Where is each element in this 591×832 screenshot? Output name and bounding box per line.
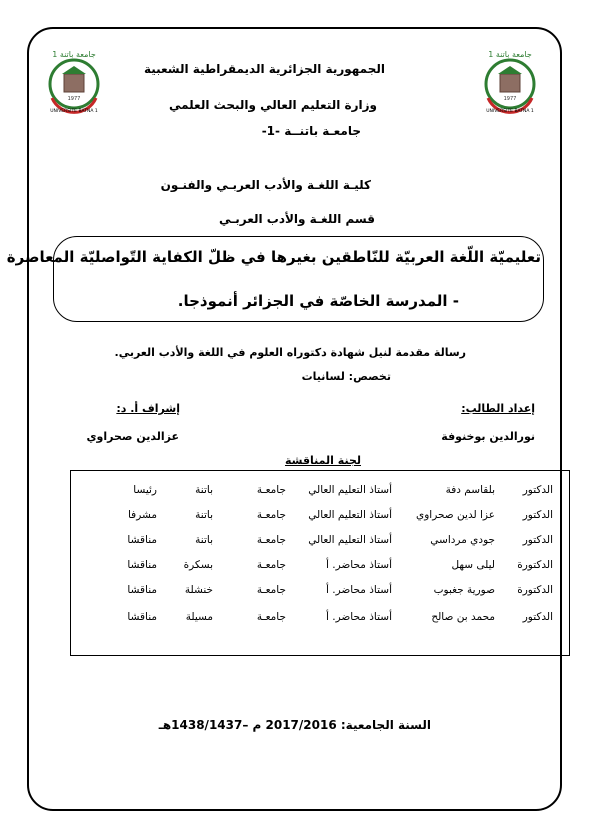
logo-latin-text: UNIVERSITE BATNA 1 [50,109,98,114]
member-university: جامعـة [256,559,286,571]
member-name: بلقاسم دفة [445,484,495,496]
university-emblem-icon [476,48,544,116]
specialization: تخصص: لسانيات [301,370,391,383]
member-title: الدكتور [522,484,553,496]
member-role: مناقشا [127,611,157,623]
member-title: الدكتورة [517,559,553,571]
thesis-title-line2: - المدرسة الخاصّة في الجزائر أنموذجا. [177,292,459,310]
member-role: مناقشا [127,559,157,571]
university-emblem-icon [40,48,108,116]
university-heading: جامعـة باتنــة -1- [261,124,361,138]
committee-row [0,559,591,577]
member-role: مشرفا [127,509,157,521]
member-rank: أستاذ التعليم العالي [308,509,392,521]
committee-row [0,534,591,552]
member-title: الدكتورة [517,584,553,596]
member-city: باتنة [195,534,213,546]
member-role: مناقشا [127,584,157,596]
member-rank: أستاذ محاضر. أ [326,559,392,571]
member-university: جامعـة [256,611,286,623]
member-role: رئيسا [133,484,157,496]
member-university: جامعـة [256,534,286,546]
committee-row [0,509,591,527]
logo-year: 1977 [503,96,517,102]
member-university: جامعـة [256,584,286,596]
member-name: عزا لدين صحراوي [416,509,495,521]
university-logo-left [40,48,108,116]
member-rank: أستاذ محاضر. أ [326,584,392,596]
supervisor-name: عزالدين صحراوي [86,430,179,443]
supervisor-label: إشراف أ. د: [116,402,180,415]
member-name: ليلى سهل [451,559,495,571]
member-title: الدكتور [522,611,553,623]
member-name: صورية جغبوب [433,584,495,596]
academic-year: السنة الجامعية: 2017/2016 م –1438/1437هـ [158,718,431,732]
member-rank: أستاذ التعليم العالي [308,534,392,546]
student-name: نورالدين بوخنوفة [441,430,535,443]
faculty-name: كليـة اللغـة والأدب العربـي والفنـون [160,178,371,192]
university-logo-right [476,48,544,116]
member-title: الدكتور [522,534,553,546]
thesis-statement: رسالة مقدمة لنيل شهادة دكتوراه العلوم في اللغة والأدب العربي. [114,346,466,359]
member-university: جامعـة [256,484,286,496]
ministry-heading: وزارة التعليم العالي والبحث العلمي [168,98,377,112]
member-title: الدكتور [522,509,553,521]
member-rank: أستاذ محاضر. أ [326,611,392,623]
member-city: بسكرة [183,559,213,571]
committee-row [0,584,591,602]
member-name: جودي مرداسي [430,534,495,546]
member-role: مناقشا [127,534,157,546]
member-city: باتنة [195,484,213,496]
republic-heading: الجمهورية الجزائرية الديمقراطية الشعبية [143,62,385,76]
member-city: مسيلة [185,611,213,623]
prepared-by-label: إعداد الطالب: [461,402,535,415]
member-rank: أستاذ التعليم العالي [308,484,392,496]
committee-row [0,611,591,629]
member-city: خنشلة [184,584,213,596]
logo-year: 1977 [67,96,81,102]
logo-arabic-text: جامعة باتنة 1 [488,50,532,59]
member-city: باتنة [195,509,213,521]
member-university: جامعـة [256,509,286,521]
department-name: قسم اللغـة والأدب العربـي [218,212,375,226]
committee-row [0,484,591,502]
thesis-title-line1: تعليميّة اللّغة العربيّة للنّاطقين بغيرها في ظلّ الكفاية التّواصليّة المعاصرة [6,248,541,266]
member-name: محمد بن صالح [431,611,495,623]
logo-arabic-text: جامعة باتنة 1 [52,50,96,59]
committee-title: لجنة المناقشة [284,454,361,467]
page-border-frame [27,27,562,811]
logo-latin-text: UNIVERSITE BATNA 1 [486,109,534,114]
